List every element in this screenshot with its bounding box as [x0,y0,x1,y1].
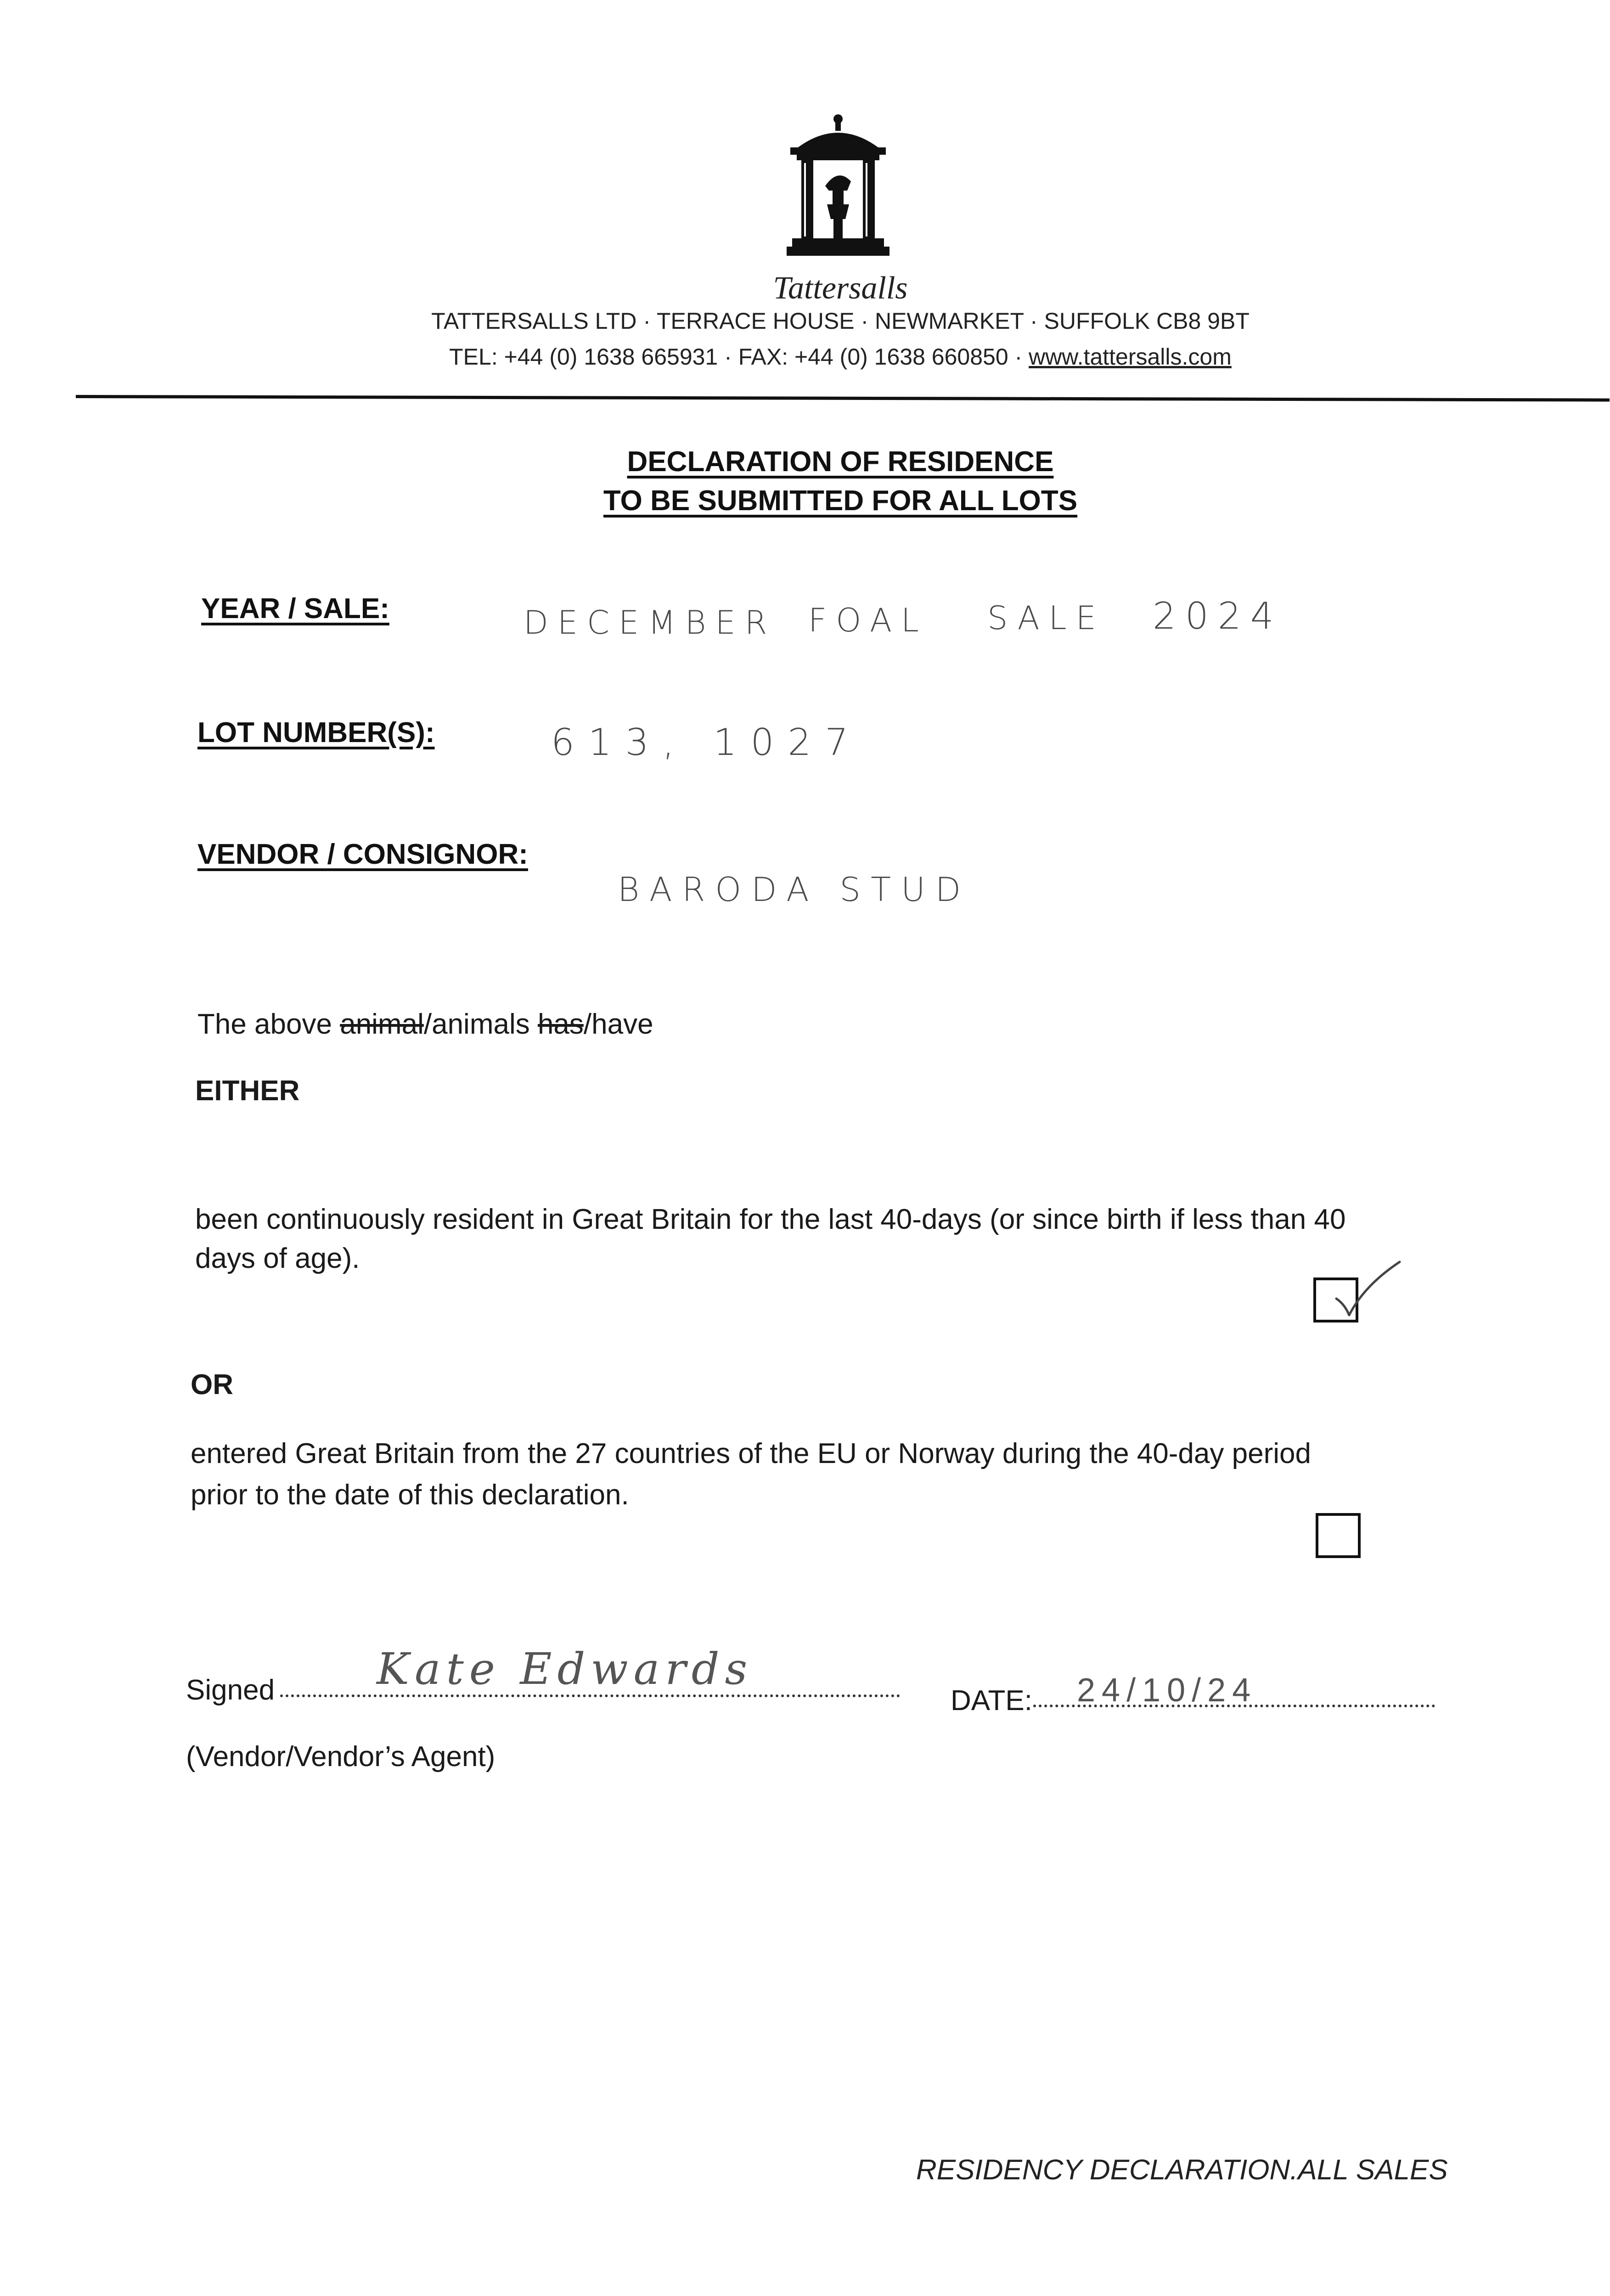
vendor-consignor-label: VENDOR / CONSIGNOR: [197,838,528,870]
document-footer: RESIDENCY DECLARATION.ALL SALES [916,2154,1448,2186]
year-sale-value-word: SALE [987,599,1105,637]
year-sale-value-word: FOAL [808,602,929,639]
company-address: TATTERSALLS LTD · TERRACE HOUSE · NEWMARKET · SUFFOLK CB8 9BT [431,308,1250,334]
struck-word: animal [340,1008,424,1040]
date-label: DATE: [951,1685,1032,1716]
or-heading: OR [191,1369,233,1401]
intro-statement [197,1008,653,1041]
option1-text: days of age). [195,1243,360,1274]
form-title-line1: DECLARATION OF RESIDENCE [627,446,1054,478]
contact-line [321,343,1359,370]
vendor-consignor-value: BARODA STUD [618,870,971,909]
year-sale-value-word: 2024 [1153,595,1283,637]
handwritten-date: 24/10/24 [1077,1672,1257,1709]
header-divider [76,395,1610,402]
intro-suffix: /have [583,1008,653,1040]
year-sale-value-word: DECEMBER [524,604,777,642]
tel-fax: TEL: +44 (0) 1638 665931 · FAX: +44 (0) 1638 660850 · [449,344,1029,370]
signature-line[interactable] [280,1694,900,1697]
intro-prefix: The above [197,1008,340,1040]
signed-label: Signed [186,1674,275,1706]
website-link[interactable]: www.tattersalls.com [1029,344,1232,370]
either-heading: EITHER [195,1075,300,1107]
handwritten-signature: Kate Edwards [377,1644,753,1694]
option2-text: prior to the date of this declaration. [191,1479,629,1511]
option2-text: entered Great Britain from the 27 countries of the EU or Norway during the 40-day period [191,1438,1311,1469]
lot-number-label: LOT NUMBER(S): [197,717,435,748]
signer-role-label: (Vendor/Vendor’s Agent) [186,1741,495,1773]
check-mark-icon [1323,1258,1405,1327]
tattersalls-logo [783,113,893,264]
form-title-line2: TO BE SUBMITTED FOR ALL LOTS [603,485,1078,517]
intro-mid: /animals [423,1008,538,1040]
lot-number-value: 613, 1027 [551,721,862,764]
struck-word: has [537,1008,584,1040]
year-sale-label: YEAR / SALE: [201,593,389,625]
brand-name: Tattersalls [773,270,908,306]
option2-checkbox[interactable] [1316,1513,1361,1558]
option1-text: been continuously resident in Great Britain for the last 40-days (or since birth if less than 40 [195,1204,1346,1235]
